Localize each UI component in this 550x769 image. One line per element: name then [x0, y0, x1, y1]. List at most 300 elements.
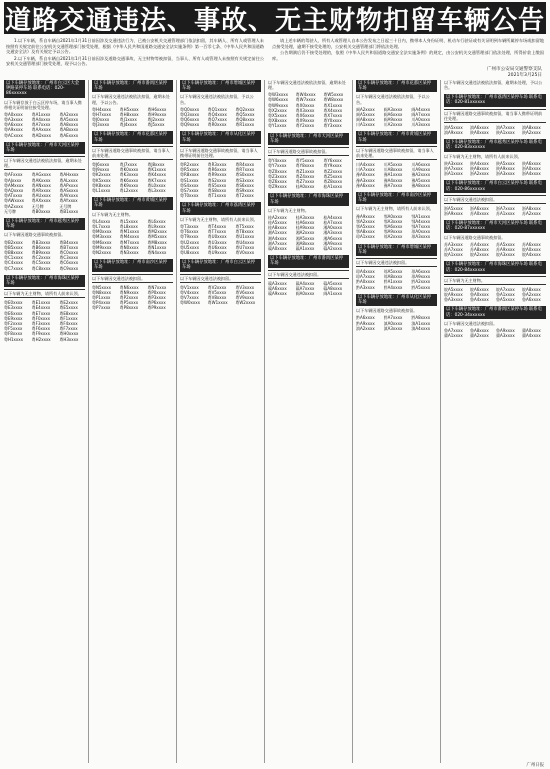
plate-number: 琼A2xxxx — [383, 234, 403, 240]
notice-block-heading: 以下车辆存放地址：广州市海珠区某停车场 — [4, 275, 85, 287]
plate-list — [268, 92, 349, 128]
plate-list — [356, 107, 437, 128]
plate-number: 粤S5xxxx — [207, 182, 227, 188]
plate-number: 浙A2xxxx — [470, 171, 489, 177]
plate-number: 粤P8xxxx — [119, 305, 139, 311]
plate-number: 粤C4xxxx — [4, 260, 23, 266]
plate-number: 粤W0xxxx — [180, 300, 200, 306]
plate-number: 粤AXxxxx — [31, 198, 51, 204]
plate-list — [4, 300, 85, 342]
plate-number: 鲁A9xxxx — [496, 327, 515, 333]
notice-block-text: 以下车辆因道路交通事故被扣留，请当事人前来处理。 — [92, 146, 173, 160]
plate-number: 闽A4xxxx — [411, 106, 431, 112]
plate-number: 粤T8xxxx — [235, 229, 254, 235]
intro-paragraph: 公告期满后仍不接受处理的，依照《中华人民共和国道路交通安全法实施条例》的规定，由公安机关交通管理部门依法处理，所得价款上缴国库。 — [272, 50, 544, 61]
notice-block-text: 以下车辆因交通违法被扣留。 — [356, 258, 437, 267]
plate-list — [444, 125, 546, 135]
plate-number: 粤E0xxxx — [4, 300, 23, 306]
plate-number: 粤J5xxxx — [147, 122, 165, 128]
plate-number: 粤R2xxxx — [180, 162, 199, 167]
plate-number: 桂A7xxxx — [323, 220, 343, 226]
footer-mark: 广州日报 — [526, 763, 544, 768]
plate-number: 粤ASxxxx — [59, 188, 79, 194]
plate-number: 粤M7xxxx — [119, 239, 140, 245]
plate-number: 粤S4xxxx — [180, 182, 199, 188]
plate-number: 皖A3xxxx — [496, 252, 515, 258]
plate-number: 粤AKxxxx — [31, 177, 51, 183]
plate-number: 粤A3xxxx — [4, 117, 23, 122]
plate-number: 粤Q5xxxx — [235, 111, 255, 117]
plate-number: 粤J1xxxx — [119, 117, 137, 122]
plate-number: 粤Y7xxxx — [268, 163, 287, 169]
plate-number: 粤V6xxxx — [235, 289, 255, 295]
plate-number: 黔A3xxxx — [356, 284, 375, 290]
plate-number: 浙A6xxxx — [470, 205, 489, 211]
plate-number: 川A6xxxx — [411, 162, 431, 167]
plate-number: 粤C1xxxx — [4, 255, 23, 261]
plate-number: 粤X3xxxx — [295, 107, 315, 113]
plate-number: 粤V3xxxx — [235, 284, 255, 290]
plate-number: 粤S9xxxx — [235, 188, 254, 194]
plate-number: 粤P0xxxx — [147, 289, 166, 295]
plate-number: 粤J3xxxx — [92, 122, 110, 128]
signature-date: 2021年3月25日 — [507, 72, 542, 78]
plate-number: 湘A7xxxx — [268, 240, 287, 246]
plate-number: 粤H7xxxx — [92, 111, 112, 117]
plate-number: 粤AZxxxx — [4, 203, 23, 209]
plate-number: 粤A7xxxx — [31, 122, 51, 128]
plate-number: 闽A7xxxx — [411, 111, 431, 117]
plate-number: 粤M1xxxx — [119, 229, 140, 235]
plate-number: 粤Y6xxxx — [323, 158, 342, 164]
plate-number: 豫A6xxxx — [356, 182, 375, 188]
plate-number: 粤E9xxxx — [4, 315, 23, 321]
plate-number: 桂A3xxxx — [295, 214, 315, 220]
plate-number: 粤V8xxxx — [207, 295, 227, 301]
plate-number: 闽A9xxxx — [383, 117, 403, 122]
plate-number: 豫A7xxxx — [383, 182, 403, 188]
plate-number: 粤F6xxxx — [31, 326, 50, 332]
notice-block-heading: 以下车辆存放地址：广州市南沙区某停车场 — [356, 192, 437, 204]
plate-number: 粤H3xxxx — [59, 336, 79, 342]
column-5 — [356, 80, 437, 763]
plate-number: 苏A1xxxx — [496, 211, 515, 216]
notice-block-text: 以下车辆存放于白云区停车场，请当事人携带相关证明前往接受处理。 — [4, 99, 82, 110]
plate-number: 粤Y1xxxx — [268, 123, 287, 129]
plate-number: 川A8xxxx — [383, 167, 403, 173]
plate-number: 粤B1xxxx — [59, 208, 79, 214]
plate-number: 粤B4xxxx — [59, 239, 79, 245]
plate-number: 粤R4xxxx — [235, 162, 255, 167]
notice-block — [180, 259, 261, 305]
plate-number: 粤Z1xxxx — [295, 168, 315, 174]
plate-number: 粤R7xxxx — [235, 167, 255, 173]
plate-number: 粤X4xxxx — [323, 107, 343, 113]
plate-list — [356, 269, 437, 290]
plate-number: 粤L8xxxx — [119, 223, 138, 229]
plate-number: 陕A9xxxx — [496, 165, 515, 171]
notice-block — [92, 80, 173, 127]
plate-number: 粤C2xxxx — [31, 255, 51, 261]
plate-number: 粤L7xxxx — [92, 223, 111, 229]
plate-number: 粤Z6xxxx — [268, 178, 287, 184]
notice-block — [4, 142, 85, 214]
plate-list — [92, 107, 173, 128]
plate-number: 粤L3xxxx — [147, 188, 166, 194]
plate-number: 黔A6xxxx — [356, 315, 375, 321]
plate-number: 黔A9xxxx — [356, 320, 375, 326]
plate-number: 鲁A3xxxx — [444, 297, 463, 303]
column-rule — [352, 80, 353, 763]
plate-number: 桂A9xxxx — [295, 225, 315, 231]
plate-number: 粤H8xxxx — [119, 111, 139, 117]
plate-number: 皖A2xxxx — [470, 252, 489, 258]
plate-number: 粤C9xxxx — [59, 265, 79, 271]
plate-number: 粤U2xxxx — [180, 239, 199, 245]
plate-number: 粤Y2xxxx — [295, 123, 315, 129]
plate-number: 赣A1xxxx — [295, 246, 315, 252]
notice-block-heading: 以下车辆存放地址：广州市天河区某停车场 — [4, 142, 85, 154]
plate-number: 粤A4xxxx — [31, 117, 51, 122]
notice-block-text: 以下车辆因道路交通事故被扣留，请当事人携带证明前往处理。 — [444, 109, 546, 123]
plate-number: 粤B7xxxx — [59, 244, 79, 250]
headline: 道路交通违法、事故、无主财物扣留车辆公告 — [4, 2, 546, 34]
notice-block-heading: 以下车辆存放地址：广州市从化区某停车场 — [356, 294, 437, 306]
notice-block-heading: 以下车辆存放地址：广州市番禺区某停车场 — [92, 80, 173, 92]
plate-number: 浙A0xxxx — [522, 165, 541, 171]
column-rule — [88, 80, 89, 763]
plate-number: 粤E1xxxx — [31, 300, 51, 306]
plate-number: 冀A0xxxx — [522, 327, 541, 333]
plate-number: 粤Q4xxxx — [207, 111, 227, 117]
plate-number: 粤A6xxxx — [4, 122, 23, 128]
plate-number: 粤F0xxxx — [31, 315, 50, 321]
plate-number: 粤R8xxxx — [180, 172, 199, 178]
plate-number: 滇A3xxxx — [383, 325, 403, 331]
plate-number: 粤N1xxxx — [147, 244, 167, 250]
notice-block-heading: 以下车辆存放地址：广州市越秀区某停车场 联系电话：020-83xxxxxx — [444, 139, 546, 151]
plate-number: 陕A7xxxx — [444, 165, 463, 171]
plate-number: 粤W8xxxx — [323, 97, 344, 103]
plate-number: 陕A6xxxx — [522, 160, 541, 166]
plate-number: 粤F3xxxx — [31, 321, 50, 327]
plate-number: 湘A2xxxx — [295, 230, 315, 236]
plate-number: 粤M5xxxx — [147, 234, 167, 240]
plate-list — [356, 214, 437, 240]
plate-number: 粤W7xxxx — [295, 97, 316, 103]
plate-number: 粤Y0xxxx — [323, 118, 342, 124]
plate-list — [92, 219, 173, 255]
plate-number: 粤AFxxxx — [4, 172, 23, 178]
notice-block-text: 以下车辆因交通违法被扣留。 — [444, 320, 498, 326]
plate-number: 粤Q3xxxx — [180, 111, 200, 117]
plate-number: 桂A6xxxx — [295, 220, 315, 226]
plate-number: 鲁A1xxxx — [496, 292, 515, 298]
plate-number: 粤X6xxxx — [295, 113, 315, 118]
plate-number: 粤J9xxxx — [92, 167, 110, 173]
plate-number: 浙A1xxxx — [444, 171, 463, 177]
plate-number: 鄂A4xxxx — [411, 218, 431, 224]
plate-number: 无号牌 — [4, 208, 16, 214]
plate-number: 川A4xxxx — [356, 162, 375, 167]
plate-list — [444, 242, 546, 258]
plate-number: 粤A9xxxx — [4, 127, 23, 133]
notice-block-text: 以下车辆因交通违法被依法扣留，逾期未处理，予以公告。 — [444, 80, 543, 91]
plate-number: 粤H4xxxx — [92, 106, 112, 112]
plate-list — [268, 215, 349, 251]
plate-number: 粤U1xxxx — [235, 234, 255, 240]
plate-number: 赣A2xxxx — [323, 246, 343, 252]
plate-number: 粤F4xxxx — [59, 321, 78, 327]
plate-list — [92, 162, 173, 193]
plate-number: 粤AVxxxx — [59, 193, 79, 199]
notice-block — [4, 80, 85, 138]
plate-number: 浙A7xxxx — [496, 205, 515, 211]
plate-number: 粤N6xxxx — [119, 284, 139, 290]
plate-list — [444, 206, 546, 216]
notice-block-heading: 以下车辆存放地址：广州市海珠区某停车场 — [268, 193, 349, 205]
notice-block-heading: 以下车辆存放地址：广州市南沙区某停车场 — [92, 259, 173, 271]
plate-number: 粤R6xxxx — [207, 167, 227, 173]
notice-block-text: 以下车辆因交通违法被依法扣留，予以公告。 — [356, 94, 430, 105]
plate-number: 粤AMxxxx — [4, 182, 24, 188]
plate-number: 豫A9xxxx — [356, 213, 375, 219]
plate-number: 粤V7xxxx — [180, 295, 199, 301]
plate-number: 粤R1xxxx — [235, 122, 255, 128]
plate-number: 琼A7xxxx — [356, 274, 375, 280]
plate-number: 琼A5xxxx — [383, 269, 403, 275]
notice-block — [444, 306, 546, 338]
notice-block-heading: 以下车辆存放地址：广州市白云区大金钟路某停车场 联系电话：020-86xxxxxx — [4, 80, 85, 98]
notice-block-heading: 以下车辆存放地址：广州市白云区某停车场 联系电话：020-86xxxxxx — [444, 180, 546, 192]
plate-number: 桂A0xxxx — [295, 184, 315, 190]
plate-list — [356, 315, 437, 331]
notice-block — [356, 244, 437, 290]
plate-number: 川A5xxxx — [383, 162, 403, 167]
plate-list — [180, 162, 261, 198]
plate-number: 粤N7xxxx — [147, 284, 167, 290]
plate-number: 粤Q7xxxx — [207, 117, 227, 122]
plate-number: 粤H6xxxx — [147, 106, 167, 112]
notice-block-text: 以下车辆因交通违法被依法扣留，逾期未处理。 — [268, 80, 346, 91]
plate-number: 无号牌 — [59, 203, 72, 209]
plate-number: 豫A5xxxx — [411, 177, 431, 183]
plate-number: 粤N3xxxx — [119, 249, 139, 255]
plate-number: 粤Z0xxxx — [268, 168, 287, 174]
notice-block — [444, 94, 546, 135]
plate-number: 滇A2xxxx — [356, 325, 375, 331]
plate-number: 粤B9xxxx — [31, 249, 51, 255]
plate-list — [444, 287, 546, 303]
plate-number: 粤Z3xxxx — [268, 173, 287, 179]
plate-number: 鄂A7xxxx — [411, 223, 431, 229]
plate-list — [92, 285, 173, 311]
plate-number: 粤W4xxxx — [295, 92, 316, 98]
plate-number: 豫A8xxxx — [411, 182, 431, 188]
plate-number: 滇A7xxxx — [496, 124, 515, 130]
plate-number: 苏A0xxxx — [470, 211, 489, 216]
plate-number: 粤L6xxxx — [147, 218, 166, 224]
plate-number: 粤N2xxxx — [92, 249, 112, 255]
intro-paragraph: 请上述车辆的驾驶人、所有人或管理人自本公告发布之日起三十日内，携带本人身份证明、机动车行驶证或有关证明到车辆所属停车场或扣留地点接受处理，逾期不接受处理的，公安机关交通管理部门将依法处理。 — [272, 38, 544, 49]
plate-number: 粤C6xxxx — [59, 260, 79, 266]
plate-number: 粤ALxxxx — [59, 177, 78, 183]
plate-number: 粤S2xxxx — [207, 177, 227, 183]
plate-number: 粤L9xxxx — [147, 223, 166, 229]
plate-number: 滇A0xxxx — [383, 320, 403, 326]
plate-number: 陕A0xxxx — [470, 129, 489, 135]
plate-number: 粤X7xxxx — [323, 113, 343, 118]
plate-number: 粤C8xxxx — [31, 265, 51, 271]
plate-number: 粤R5xxxx — [180, 167, 199, 173]
notice-block-text: 以下车辆因交通违法被依法扣留，逾期未处理。 — [4, 156, 85, 170]
plate-number: 陕A2xxxx — [522, 129, 541, 135]
notice-block-heading: 以下车辆存放地址：广州市从化区某停车场 — [180, 131, 261, 143]
plate-number: 鄂A1xxxx — [411, 213, 431, 219]
plate-number: 粤B0xxxx — [31, 208, 51, 214]
notice-block-text: 以下车辆因道路交通事故被扣留，请当事人携带证明前往处理。 — [180, 146, 261, 160]
plate-number: 粤AQxxxx — [4, 188, 24, 194]
plate-number: 豫A1xxxx — [383, 172, 403, 178]
plate-number: 粤Y9xxxx — [323, 163, 342, 169]
notice-block — [444, 180, 546, 216]
plate-number: 豫A4xxxx — [383, 177, 403, 183]
plate-number: 湘A4xxxx — [268, 235, 287, 241]
plate-number: 粤W5xxxx — [323, 92, 344, 98]
plate-number: 粤Y4xxxx — [268, 158, 287, 164]
notice-block-text: 以下车辆为无主财物，请所有人前来认领。 — [356, 206, 434, 212]
plate-number: 粤P2xxxx — [119, 295, 139, 301]
plate-number: 粤ACxxxx — [4, 132, 23, 138]
plate-number: 粤B6xxxx — [31, 244, 51, 250]
plate-number: 粤U3xxxx — [207, 239, 227, 245]
column-3 — [180, 80, 261, 763]
plate-number: 粤W3xxxx — [268, 92, 288, 98]
plate-number: 粤T1xxxx — [207, 193, 227, 199]
plate-number: 鄂A5xxxx — [356, 223, 375, 229]
plate-number: 闽A3xxxx — [383, 106, 403, 112]
plate-number: 粤X1xxxx — [323, 102, 343, 108]
plate-list — [356, 162, 437, 188]
plate-number: 粤S8xxxx — [207, 188, 227, 194]
plate-list — [180, 285, 261, 306]
plate-number: 苏A9xxxx — [496, 246, 515, 252]
intro-paragraph: 1.以下车辆，系自车辆自2021年1月31日前因涉及交通违法行为、已被公安机关交通管理部门依法扣留，其车辆人、所有人或管理人未按照有关规定前往公安机关交通管理部门接受处理，根据《中华人民共和国道路交通安全法实施条例》第一百零七条、《中华人民共和国道路交通安全法》及有关规定予以公告。 — [6, 38, 264, 55]
notice-block — [356, 80, 437, 127]
plate-number: 苏A2xxxx — [522, 211, 541, 216]
notice-block-text: 以下车辆因交通违法被依法扣留，逾期未处理，予以公告。 — [92, 94, 170, 105]
plate-number: 粤S1xxxx — [180, 177, 199, 183]
plate-number: 桂A5xxxx — [268, 220, 287, 226]
plate-number: 皖A4xxxx — [522, 252, 541, 258]
plate-number: 琼A8xxxx — [383, 274, 403, 280]
plate-number: 陕A1xxxx — [496, 129, 515, 135]
plate-number: 粤E8xxxx — [59, 310, 78, 316]
plate-number: 鄂A3xxxx — [383, 218, 403, 224]
plate-number: 粤Q8xxxx — [235, 117, 255, 122]
plate-number: 粤APxxxx — [59, 182, 78, 188]
plate-number: 粤X5xxxx — [268, 113, 287, 118]
plate-number: 赣A6xxxx — [268, 285, 287, 291]
plate-number: 粤V9xxxx — [235, 295, 255, 301]
plate-number: 粤Z9xxxx — [268, 184, 287, 190]
notice-block — [92, 131, 173, 193]
plate-number: 粤S6xxxx — [235, 182, 254, 188]
plate-number: 闽A8xxxx — [356, 117, 375, 122]
plate-number: 粤Y3xxxx — [323, 123, 342, 129]
plate-number: 粤W9xxxx — [268, 102, 288, 108]
plate-number: 赣A8xxxx — [323, 285, 343, 291]
plate-number: 粤U5xxxx — [180, 244, 199, 250]
plate-number: 湘A0xxxx — [323, 225, 343, 231]
plate-number: 鲁A2xxxx — [522, 292, 541, 298]
plate-number: 黔A2xxxx — [411, 279, 431, 285]
plate-number: 苏A8xxxx — [470, 246, 489, 252]
plate-number: 粤U9xxxx — [207, 249, 227, 255]
plate-number: 粤F9xxxx — [31, 331, 50, 337]
plate-number: 粤N4xxxx — [147, 249, 167, 255]
plate-number: 粤AHxxxx — [59, 172, 79, 178]
plate-number: 粤K2xxxx — [92, 172, 111, 178]
plate-number: 粤E5xxxx — [59, 305, 78, 311]
plate-number: 粤U6xxxx — [207, 244, 227, 250]
plate-number: 粤C7xxxx — [4, 265, 23, 271]
plate-number: 湘A8xxxx — [295, 240, 315, 246]
notice-block — [180, 202, 261, 255]
plate-number: 无号牌 — [31, 203, 44, 209]
notice-block-heading: 以下车辆存放地址：广州市白云区某停车场 — [180, 259, 261, 271]
plate-number: 湘A1xxxx — [268, 230, 287, 236]
plate-number: 鲁A4xxxx — [470, 297, 489, 303]
plate-number: 粤A1xxxx — [31, 111, 51, 117]
plate-number: 粤R3xxxx — [207, 162, 227, 167]
plate-number: 粤Y8xxxx — [295, 163, 315, 169]
notice-block — [92, 259, 173, 311]
plate-number: 陕A3xxxx — [444, 160, 463, 166]
plate-number: 粤T7xxxx — [207, 229, 227, 235]
notice-block — [356, 192, 437, 240]
plate-number: 浙A9xxxx — [444, 211, 463, 216]
plate-number: 粤K0xxxx — [119, 167, 139, 173]
intro-left — [6, 38, 264, 74]
plate-number: 粤H0xxxx — [59, 331, 79, 337]
plate-number: 粤J6xxxx — [92, 162, 110, 167]
plate-number: 琼A0xxxx — [411, 229, 431, 235]
plate-number: 粤H2xxxx — [31, 336, 51, 342]
notice-block-heading: 以下车辆存放地址：广州市海珠区某停车场 联系电话：020-84xxxxxx — [444, 261, 546, 273]
plate-number: 黔A1xxxx — [383, 279, 403, 285]
plate-number: 粤F2xxxx — [4, 321, 23, 327]
plate-number: 粤AWxxxx — [4, 198, 24, 204]
plate-number: 滇A5xxxx — [444, 124, 463, 130]
plate-number: 粤AGxxxx — [31, 172, 51, 178]
plate-number: 黔A4xxxx — [383, 284, 403, 290]
plate-number: 鄂A8xxxx — [356, 229, 375, 235]
plate-number: 陕A8xxxx — [470, 165, 489, 171]
plate-number: 粤M4xxxx — [119, 234, 140, 240]
plate-number: 皖A0xxxx — [522, 246, 541, 252]
notice-block-text: 以下车辆因交通违法被扣留。 — [180, 274, 261, 283]
plate-number: 粤K6xxxx — [119, 177, 139, 183]
plate-list — [180, 107, 261, 128]
column-2 — [92, 80, 173, 763]
plate-number: 滇A8xxxx — [522, 124, 541, 130]
plate-number: 粤E7xxxx — [31, 310, 51, 316]
plate-number: 粤U8xxxx — [180, 249, 199, 255]
plate-number: 粤V1xxxx — [180, 284, 199, 290]
notice-block-heading: 以下车辆存放地址：广州市花都区某停车场 — [92, 131, 173, 143]
plate-number: 滇A4xxxx — [411, 325, 431, 331]
